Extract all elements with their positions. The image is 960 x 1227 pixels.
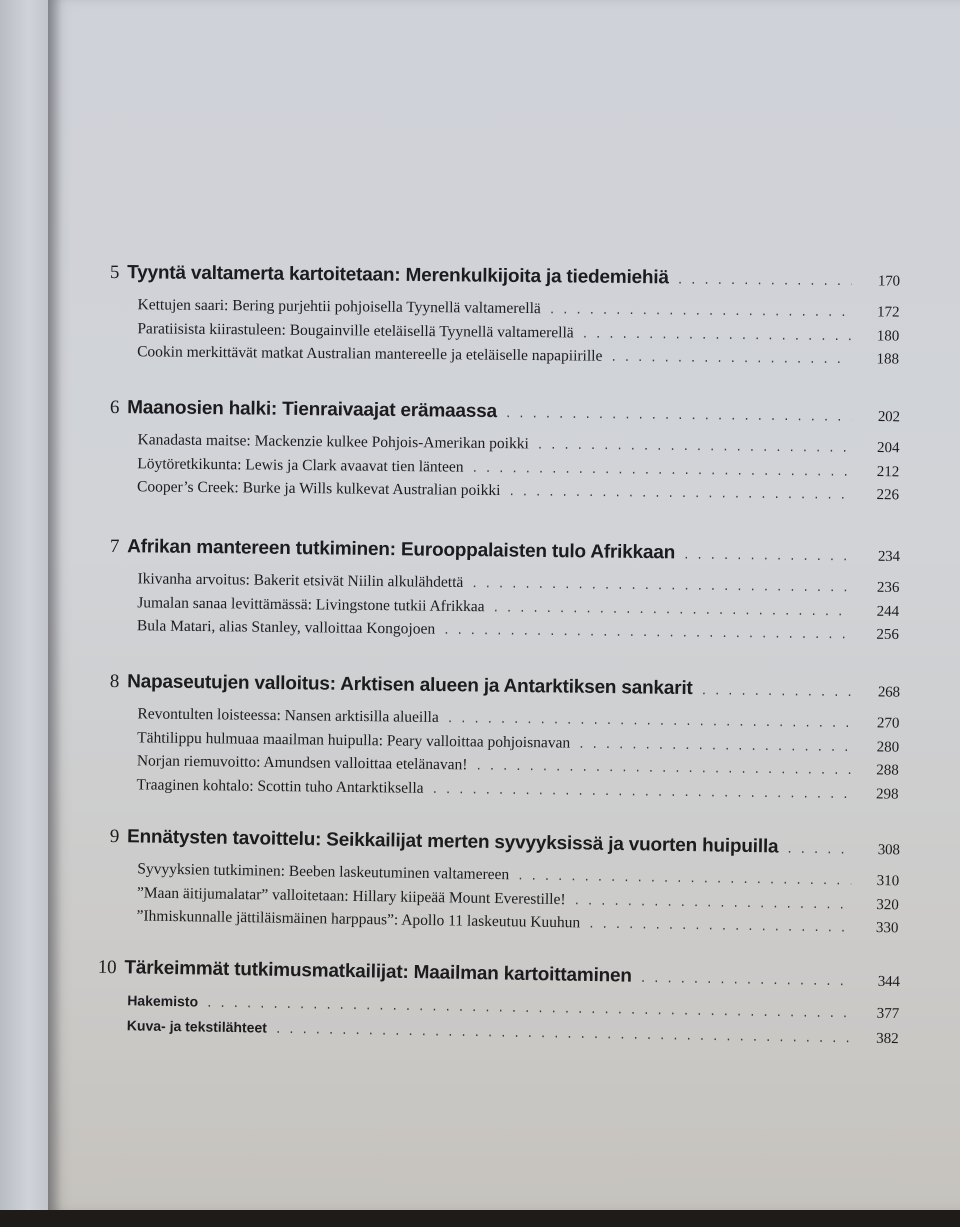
chapter-6 xyxy=(109,397,900,508)
dot-leader xyxy=(786,843,852,857)
chapter-title: Napaseutujen valloitus: Arktisen alueen ja Antarktiksen sankarit xyxy=(127,671,693,700)
chapter-title: Maanosien halki: Tienraivaajat erämaassa xyxy=(127,397,498,423)
chapter-heading xyxy=(110,826,900,860)
chapter-title: Ennätysten tavoittelu: Seikkailijat merten syvyyksissä ja vuorten huipuilla xyxy=(126,826,779,858)
dot-leader xyxy=(683,549,852,564)
chapter-number: 6 xyxy=(109,397,120,419)
chapter-title: Afrikan mantereen tutkiminen: Eurooppalaisten tulo Afrikkaan xyxy=(127,536,676,564)
entry-page-number: 298 xyxy=(875,785,899,803)
dot-leader xyxy=(582,323,852,348)
chapter-number: 9 xyxy=(109,826,120,848)
chapter-heading xyxy=(110,397,900,427)
entry-title: ”Ihmiskunnalle jättiläismäinen harppaus”: Apollo 11 laskeutuu Kuuhun xyxy=(136,907,581,932)
dot-leader xyxy=(471,573,851,600)
chapter-title: Tyyntä valtamerta kartoitetaan: Merenkulkijoita ja tiedemiehiä xyxy=(127,262,669,289)
dot-leader xyxy=(588,914,851,941)
dot-leader xyxy=(475,755,851,782)
entry-title: Cookin merkittävät matkat Australian mantereelle ja eteläiselle napapiirille xyxy=(137,343,603,365)
entry-title: Tähtilippu hulmuaa maailman huipulla: Peary valloittaa pohjoisnavan xyxy=(137,728,571,752)
chapter-number: 8 xyxy=(109,671,120,693)
dot-leader xyxy=(573,890,851,917)
dot-leader xyxy=(549,299,852,324)
entry-page-number: 377 xyxy=(876,1005,900,1023)
dot-leader xyxy=(537,434,852,460)
chapter-heading xyxy=(110,262,900,292)
chapter-entries xyxy=(109,429,900,508)
chapter-heading xyxy=(110,536,900,567)
chapter-heading xyxy=(110,671,900,703)
entry-page-number: 172 xyxy=(876,304,900,321)
chapter-7 xyxy=(109,536,900,647)
dot-leader xyxy=(578,733,851,759)
entry-page-number: 288 xyxy=(876,762,899,779)
entry-title: Revontulten loisteessa: Nansen arktisilla alueilla xyxy=(137,705,439,727)
chapter-number: 10 xyxy=(97,956,117,979)
dot-leader xyxy=(640,972,852,989)
entry-page-number: 270 xyxy=(876,715,900,732)
chapter-9 xyxy=(108,826,900,941)
entry-title: Jumalan sanaa levittämässä: Livingstone tutkii Afrikkaa xyxy=(137,593,485,615)
chapter-page-number: 344 xyxy=(877,973,900,991)
chapter-page-number: 234 xyxy=(877,548,900,565)
chapter-page-number: 308 xyxy=(877,842,900,859)
dot-leader xyxy=(677,273,852,288)
dot-leader xyxy=(431,778,850,806)
chapter-entries xyxy=(109,568,900,647)
entry-title: Traaginen kohtalo: Scottin tuho Antarktiksella xyxy=(136,775,424,797)
entry-title: Hakemisto xyxy=(127,992,199,1010)
entry-title: Löytöretkikunta: Lewis ja Clark avaavat tien länteen xyxy=(137,454,464,476)
dot-leader xyxy=(701,684,852,699)
entry-page-number: 204 xyxy=(876,440,900,457)
chapter-10 xyxy=(97,956,900,1051)
entry-page-number: 244 xyxy=(876,603,900,620)
entry-title: Paratiisista kiirastuleen: Bougainville eteläisellä Tyynellä valtamerellä xyxy=(137,319,574,341)
entry-title: Kettujen saari: Bering purjehtii pohjoisella Tyynellä valtamerellä xyxy=(137,296,541,318)
chapter-page-number: 202 xyxy=(877,409,900,426)
entry-title: Syvyyksien tutkiminen: Beeben laskeutuminen valtamereen xyxy=(137,860,510,884)
entry-page-number: 330 xyxy=(875,920,899,937)
chapter-page-number: 268 xyxy=(877,684,900,701)
chapter-8 xyxy=(108,671,899,807)
chapter-entries xyxy=(108,858,899,941)
dot-leader xyxy=(505,407,852,424)
chapter-page-number: 170 xyxy=(877,273,900,290)
entry-page-number: 188 xyxy=(876,351,900,368)
dot-leader xyxy=(610,347,851,372)
entry-title: Norjan riemuvoitto: Amundsen valloittaa etelänavan! xyxy=(136,752,468,774)
entry-title: ”Maan äitijumalatar” valloitetaan: Hillary kiipeää Mount Everestille! xyxy=(136,883,566,908)
chapter-entries xyxy=(109,294,900,372)
entry-page-number: 280 xyxy=(876,738,900,756)
chapter-number: 7 xyxy=(109,536,120,558)
chapter-title: Tärkeimmät tutkimusmatkailijat: Maailman kartoittaminen xyxy=(124,957,632,987)
entry-title: Kanadasta maitse: Mackenzie kulkee Pohjois-Amerikan poikki xyxy=(137,431,529,453)
entry-page-number: 236 xyxy=(876,579,900,596)
entry-page-number: 310 xyxy=(876,873,900,890)
chapter-entries xyxy=(108,703,899,807)
entry-page-number: 320 xyxy=(876,896,899,913)
entry-page-number: 212 xyxy=(876,463,900,480)
dot-leader xyxy=(492,597,851,624)
entry-title: Ikivanha arvoitus: Bakerit etsivät Niilin alkulähdettä xyxy=(137,570,464,592)
entry-title: Cooper’s Creek: Burke ja Wills kulkevat Australian poikki xyxy=(136,478,501,500)
dot-leader xyxy=(471,457,851,483)
chapter-entries xyxy=(109,989,900,1051)
chapter-number: 5 xyxy=(109,262,120,284)
chapter-5 xyxy=(109,262,900,372)
entry-page-number: 180 xyxy=(876,327,900,345)
chapter-heading xyxy=(97,956,900,992)
entry-page-number: 382 xyxy=(876,1030,899,1047)
entry-page-number: 226 xyxy=(876,487,900,504)
entry-page-number: 256 xyxy=(876,626,900,643)
dot-leader xyxy=(443,620,851,647)
dot-leader xyxy=(508,481,851,507)
entry-title: Kuva- ja tekstilähteet xyxy=(126,1016,268,1036)
entry-title: Bula Matari, alias Stanley, valloittaa Kongojoen xyxy=(136,617,436,638)
